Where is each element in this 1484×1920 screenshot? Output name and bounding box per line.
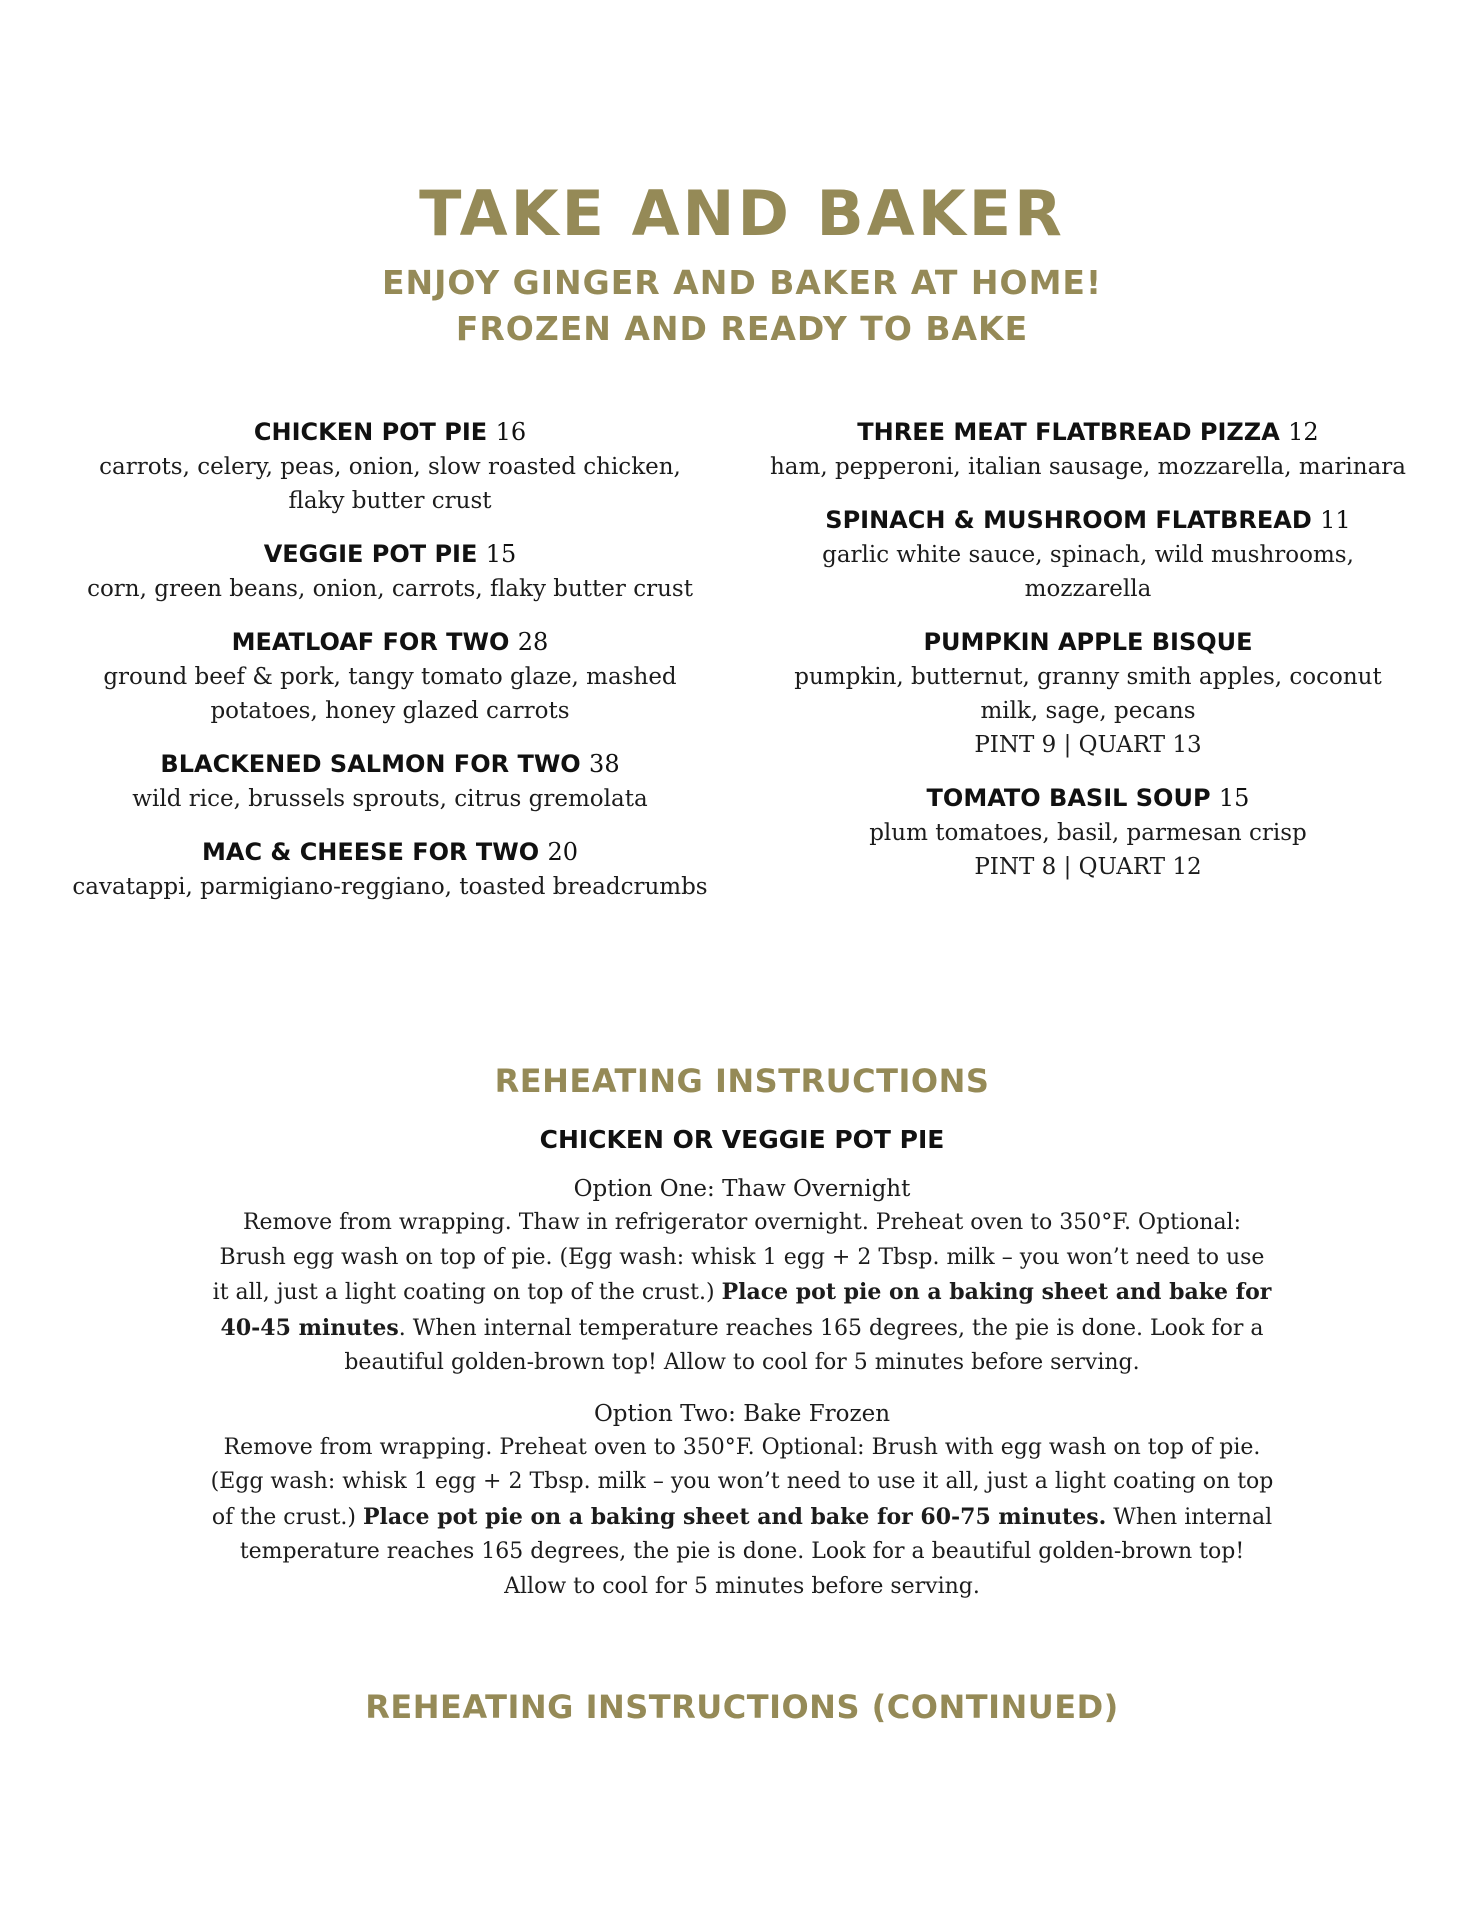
item-name: MAC & CHEESE FOR TWO — [201, 838, 540, 866]
item-name: CHICKEN POT PIE — [253, 418, 488, 446]
item-description: ground beef & pork, tangy tomato glaze, mashed potatoes, honey glazed carrots — [103, 664, 677, 724]
item-price: 11 — [1320, 506, 1351, 534]
item-sizes: PINT 8 | QUART 12 — [974, 854, 1202, 880]
option-one-label: Option One: Thaw Overnight — [573, 1176, 911, 1202]
item-name: PUMPKIN APPLE BISQUE — [923, 628, 1253, 656]
item-price: 15 — [485, 540, 517, 568]
item-sizes: PINT 9 | QUART 13 — [974, 732, 1202, 758]
menu-item — [70, 746, 710, 816]
menu-item — [768, 780, 1408, 884]
item-description: pumpkin, butternut, granny smith apples, coconut milk, sage, pecans — [794, 664, 1382, 724]
option-one-text: Remove from wrapping. Thaw in refrigerator overnight. Preheat oven to 350°F. Optional: Brush egg wash on top of pie. (Egg wash: whisk 1 egg + 2 Tbsp. milk – you won’t need to use it all, just a light coating on top of the crust.) Place pot pie on a baking sheet and bake for 40-45 minutes. When internal temperature reaches 165 degrees, the pie is done. Look for a beautiful golden-brown top! Allow to cool for 5 minutes before serving. — [212, 1210, 1272, 1375]
item-price: 38 — [589, 750, 620, 778]
menu-item — [70, 414, 710, 518]
menu-item — [768, 502, 1408, 606]
item-description: carrots, celery, peas, onion, slow roasted chicken, flaky butter crust — [99, 454, 681, 514]
reheating-title: REHEATING INSTRUCTIONS — [494, 1062, 990, 1100]
reheating-section — [210, 1120, 1274, 1620]
menu-item — [70, 834, 710, 904]
menu-item — [768, 414, 1408, 484]
menu-item — [768, 624, 1408, 762]
item-price: 16 — [495, 418, 527, 446]
page-title: TAKE AND BAKER — [419, 177, 1065, 250]
item-description: plum tomatoes, basil, parmesan crisp — [869, 820, 1307, 846]
reheating-continued-title: REHEATING INSTRUCTIONS (CONTINUED) — [365, 1688, 1119, 1726]
item-price: 12 — [1288, 418, 1319, 446]
item-name: BLACKENED SALMON FOR TWO — [160, 750, 581, 778]
page-subtitle-2: FROZEN AND READY TO BAKE — [455, 309, 1029, 348]
item-description: corn, green beans, onion, carrots, flaky butter crust — [87, 576, 693, 602]
item-description: cavatappi, parmigiano-reggiano, toasted breadcrumbs — [72, 874, 708, 900]
item-price: 20 — [547, 838, 579, 866]
item-name: SPINACH & MUSHROOM FLATBREAD — [825, 506, 1312, 534]
item-name: TOMATO BASIL SOUP — [926, 784, 1211, 812]
item-name: THREE MEAT FLATBREAD PIZZA — [857, 418, 1280, 446]
item-price: 15 — [1218, 784, 1250, 812]
item-description: garlic white sauce, spinach, wild mushrooms, mozzarella — [822, 542, 1354, 602]
item-name: MEATLOAF FOR TWO — [231, 628, 510, 656]
item-name: VEGGIE POT PIE — [263, 540, 478, 568]
menu-right-column — [768, 414, 1408, 902]
reheating-subheading: CHICKEN OR VEGGIE POT PIE — [539, 1125, 945, 1154]
menu-item — [70, 536, 710, 606]
page-subtitle-1: ENJOY GINGER AND BAKER AT HOME! — [381, 263, 1103, 302]
page-header — [0, 176, 1484, 352]
menu-left-column — [70, 414, 710, 922]
option-two-text: Remove from wrapping. Preheat oven to 350°F. Optional: Brush with egg wash on top of pie. (Egg wash: whisk 1 egg + 2 Tbsp. milk – you won’t need to use it all, just a light coating on top of the crust.) Place pot pie on a baking sheet and bake for 60-75 minutes. When internal temperature reaches 165 degrees, the pie is done. Look for a beautiful golden-brown top! Allow to cool for 5 minutes before serving. — [210, 1434, 1274, 1599]
item-description: ham, pepperoni, italian sausage, mozzarella, marinara — [769, 454, 1406, 480]
item-price: 28 — [517, 628, 549, 656]
option-two-label: Option Two: Bake Frozen — [593, 1400, 891, 1427]
item-description: wild rice, brussels sprouts, citrus gremolata — [132, 786, 648, 812]
menu-item — [70, 624, 710, 728]
